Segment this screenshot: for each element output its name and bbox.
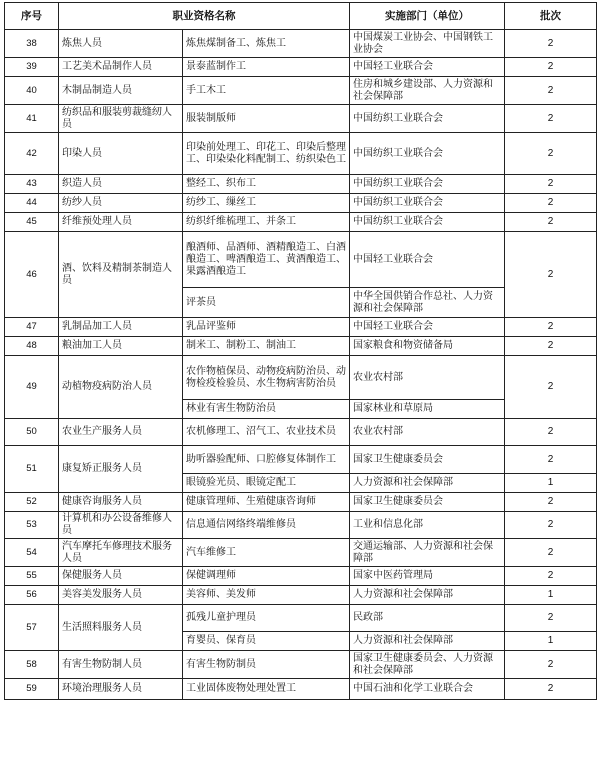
batch-number: 2 (505, 133, 597, 175)
qualification-name: 孤残儿童护理员 (183, 605, 350, 632)
header-name: 职业资格名称 (59, 3, 350, 30)
occupation-category: 织造人员 (59, 175, 183, 194)
implementing-department: 国家中医药管理局 (350, 567, 505, 586)
qualification-name: 景泰蓝制作工 (183, 58, 350, 77)
qualification-name: 酿酒师、品酒师、酒精酿造工、白酒酿造工、啤酒酿造工、黄酒酿造工、果露酒酿造工 (183, 232, 350, 288)
qualification-name: 育婴员、保育员 (183, 632, 350, 651)
qualification-name: 农机修理工、沼气工、农业技术员 (183, 419, 350, 446)
qualification-name: 农作物植保员、动物疫病防治员、动物检疫检验员、水生物病害防治员 (183, 356, 350, 400)
batch-number: 2 (505, 105, 597, 133)
header-no: 序号 (5, 3, 59, 30)
row-number: 57 (5, 605, 59, 651)
implementing-department: 中国轻工业联合会 (350, 58, 505, 77)
qualification-name: 眼镜验光员、眼镜定配工 (183, 474, 350, 493)
table-row (5, 30, 597, 58)
batch-number: 2 (505, 232, 597, 318)
batch-number: 1 (505, 632, 597, 651)
row-number: 48 (5, 337, 59, 356)
occupation-category: 动植物疫病防治人员 (59, 356, 183, 419)
table-row (5, 133, 597, 175)
occupation-category: 印染人员 (59, 133, 183, 175)
qualification-name: 整经工、织布工 (183, 175, 350, 194)
qualification-name: 制米工、制粉工、制油工 (183, 337, 350, 356)
table-row (5, 318, 597, 337)
qualification-name: 纺纱工、缫丝工 (183, 194, 350, 213)
row-number: 59 (5, 679, 59, 700)
occupation-category: 计算机和办公设备维修人员 (59, 512, 183, 539)
batch-number: 2 (505, 493, 597, 512)
batch-number: 2 (505, 512, 597, 539)
table-row (5, 586, 597, 605)
batch-number: 2 (505, 337, 597, 356)
occupation-category: 保健服务人员 (59, 567, 183, 586)
qualification-name: 评茶员 (183, 288, 350, 318)
qualification-name: 美容师、美发师 (183, 586, 350, 605)
occupation-category: 汽车摩托车修理技术服务人员 (59, 539, 183, 567)
table-row (5, 446, 597, 474)
table-row (5, 493, 597, 512)
qualification-name: 有害生物防制员 (183, 651, 350, 679)
occupation-category: 美容美发服务人员 (59, 586, 183, 605)
qualification-name: 乳品评鉴师 (183, 318, 350, 337)
batch-number: 2 (505, 419, 597, 446)
table-row (5, 58, 597, 77)
qualification-name: 林业有害生物防治员 (183, 400, 350, 419)
header-batch: 批次 (505, 3, 597, 30)
occupation-category: 乳制品加工人员 (59, 318, 183, 337)
batch-number: 2 (505, 318, 597, 337)
implementing-department: 民政部 (350, 605, 505, 632)
table-header-row (5, 3, 597, 30)
implementing-department: 国家粮食和物资储备局 (350, 337, 505, 356)
occupation-category: 酒、饮料及精制茶制造人员 (59, 232, 183, 318)
table-row (5, 232, 597, 288)
row-number: 56 (5, 586, 59, 605)
batch-number: 2 (505, 679, 597, 700)
implementing-department: 国家卫生健康委员会 (350, 493, 505, 512)
batch-number: 2 (505, 356, 597, 419)
table-row (5, 679, 597, 700)
table-row (5, 213, 597, 232)
table-row (5, 651, 597, 679)
header-dept: 实施部门（单位） (350, 3, 505, 30)
occupation-category: 纤维预处理人员 (59, 213, 183, 232)
batch-number: 1 (505, 474, 597, 493)
batch-number: 2 (505, 605, 597, 632)
batch-number: 2 (505, 446, 597, 474)
implementing-department: 国家卫生健康委员会、人力资源和社会保障部 (350, 651, 505, 679)
table-row (5, 356, 597, 400)
implementing-department: 农业农村部 (350, 356, 505, 400)
qualification-name: 手工木工 (183, 77, 350, 105)
row-number: 52 (5, 493, 59, 512)
implementing-department: 中华全国供销合作总社、人力资源和社会保障部 (350, 288, 505, 318)
batch-number: 2 (505, 77, 597, 105)
qualification-name: 健康管理师、生殖健康咨询师 (183, 493, 350, 512)
occupation-category: 粮油加工人员 (59, 337, 183, 356)
row-number: 45 (5, 213, 59, 232)
row-number: 39 (5, 58, 59, 77)
occupation-category: 纺纱人员 (59, 194, 183, 213)
row-number: 43 (5, 175, 59, 194)
implementing-department: 人力资源和社会保障部 (350, 586, 505, 605)
implementing-department: 中国纺织工业联合会 (350, 105, 505, 133)
qualification-name: 助听器验配师、口腔修复体制作工 (183, 446, 350, 474)
qualification-name: 炼焦煤制备工、炼焦工 (183, 30, 350, 58)
table-row (5, 194, 597, 213)
row-number: 47 (5, 318, 59, 337)
batch-number: 2 (505, 30, 597, 58)
table-row (5, 77, 597, 105)
table-row (5, 567, 597, 586)
implementing-department: 中国纺织工业联合会 (350, 194, 505, 213)
batch-number: 2 (505, 194, 597, 213)
batch-number: 2 (505, 213, 597, 232)
qualification-name: 纺织纤维梳理工、并条工 (183, 213, 350, 232)
qualification-name: 工业固体废物处理处置工 (183, 679, 350, 700)
batch-number: 2 (505, 58, 597, 77)
implementing-department: 中国石油和化学工业联合会 (350, 679, 505, 700)
row-number: 44 (5, 194, 59, 213)
implementing-department: 中国轻工业联合会 (350, 232, 505, 288)
row-number: 55 (5, 567, 59, 586)
row-number: 40 (5, 77, 59, 105)
row-number: 53 (5, 512, 59, 539)
implementing-department: 中国纺织工业联合会 (350, 175, 505, 194)
qualification-name: 保健调理师 (183, 567, 350, 586)
occupation-category: 农业生产服务人员 (59, 419, 183, 446)
row-number: 49 (5, 356, 59, 419)
row-number: 38 (5, 30, 59, 58)
implementing-department: 国家林业和草原局 (350, 400, 505, 419)
occupation-category: 纺织品和服装剪裁缝纫人员 (59, 105, 183, 133)
occupation-category: 康复矫正服务人员 (59, 446, 183, 493)
row-number: 51 (5, 446, 59, 493)
implementing-department: 人力资源和社会保障部 (350, 474, 505, 493)
occupation-category: 环境治理服务人员 (59, 679, 183, 700)
occupation-category: 健康咨询服务人员 (59, 493, 183, 512)
table-row (5, 419, 597, 446)
batch-number: 2 (505, 539, 597, 567)
implementing-department: 人力资源和社会保障部 (350, 632, 505, 651)
occupation-category: 有害生物防制人员 (59, 651, 183, 679)
occupation-category: 木制品制造人员 (59, 77, 183, 105)
table-body (5, 30, 597, 700)
implementing-department: 住房和城乡建设部、人力资源和社会保障部 (350, 77, 505, 105)
row-number: 42 (5, 133, 59, 175)
qualification-name: 汽车维修工 (183, 539, 350, 567)
implementing-department: 工业和信息化部 (350, 512, 505, 539)
implementing-department: 交通运输部、人力资源和社会保障部 (350, 539, 505, 567)
qualification-name: 服装制版师 (183, 105, 350, 133)
implementing-department: 中国纺织工业联合会 (350, 133, 505, 175)
batch-number: 2 (505, 651, 597, 679)
row-number: 54 (5, 539, 59, 567)
implementing-department: 中国轻工业联合会 (350, 318, 505, 337)
row-number: 58 (5, 651, 59, 679)
table-row (5, 605, 597, 632)
table-row (5, 105, 597, 133)
qualification-name: 信息通信网络终端维修员 (183, 512, 350, 539)
batch-number: 2 (505, 567, 597, 586)
table-row (5, 539, 597, 567)
implementing-department: 中国煤炭工业协会、中国钢铁工业协会 (350, 30, 505, 58)
qualification-name: 印染前处理工、印花工、印染后整理工、印染染化料配制工、纺织染色工 (183, 133, 350, 175)
table-row (5, 512, 597, 539)
occupation-category: 工艺美术品制作人员 (59, 58, 183, 77)
row-number: 46 (5, 232, 59, 318)
table-row (5, 175, 597, 194)
row-number: 41 (5, 105, 59, 133)
implementing-department: 国家卫生健康委员会 (350, 446, 505, 474)
implementing-department: 农业农村部 (350, 419, 505, 446)
table-row (5, 337, 597, 356)
batch-number: 2 (505, 175, 597, 194)
qualification-table (4, 2, 597, 700)
implementing-department: 中国纺织工业联合会 (350, 213, 505, 232)
occupation-category: 炼焦人员 (59, 30, 183, 58)
batch-number: 1 (505, 586, 597, 605)
occupation-category: 生活照料服务人员 (59, 605, 183, 651)
row-number: 50 (5, 419, 59, 446)
